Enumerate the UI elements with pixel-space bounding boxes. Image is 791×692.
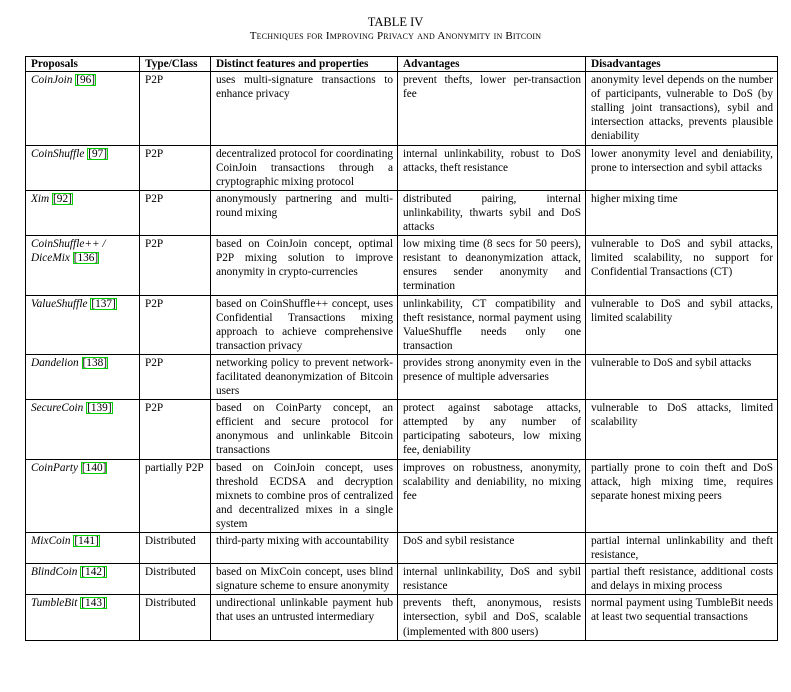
features-cell: networking policy to prevent network-facilitated deanonymization of Bitcoin users <box>211 354 398 399</box>
advantages-cell: prevent thefts, lower per-transaction fee <box>398 72 586 145</box>
header-proposals: Proposals <box>26 57 140 72</box>
table-row <box>26 564 778 595</box>
citation-link[interactable]: [137] <box>91 297 116 310</box>
proposal-cell <box>26 459 140 532</box>
table-row <box>26 459 778 532</box>
proposal-cell <box>26 190 140 235</box>
header-type-class: Type/Class <box>140 57 211 72</box>
header-features: Distinct features and properties <box>211 57 398 72</box>
proposal-name: CoinJoin <box>31 74 73 87</box>
features-cell: based on CoinShuffle++ concept, uses Confidential Transactions mixing approach to achieve comprehensive transaction privacy <box>211 295 398 354</box>
advantages-cell: unlinkability, CT compatibility and theft resistance, normal payment using ValueShuffle needs only one transaction <box>398 295 586 354</box>
disadvantages-cell: vulnerable to DoS attacks, limited scalability <box>586 400 778 459</box>
proposal-name: Xim <box>31 192 50 205</box>
proposal-cell <box>26 533 140 564</box>
proposal-cell <box>26 145 140 190</box>
proposal-name: Dandelion <box>31 356 79 369</box>
advantages-cell: low mixing time (8 secs for 50 peers), resistant to deanonymization attack, ensures sender anonymity and termination <box>398 236 586 295</box>
table-row <box>26 533 778 564</box>
type-cell: Distributed <box>140 564 211 595</box>
header-row <box>26 57 778 72</box>
table-number: TABLE IV <box>367 15 424 29</box>
proposal-name: CoinShuffle <box>31 147 85 160</box>
table-row <box>26 236 778 295</box>
disadvantages-cell: vulnerable to DoS and sybil attacks, limited scalability <box>586 295 778 354</box>
citation-link[interactable]: [92] <box>53 192 72 205</box>
citation-link[interactable]: [142] <box>81 566 106 579</box>
proposal-name: SecureCoin <box>31 402 84 415</box>
citation-link[interactable]: [140] <box>81 461 107 474</box>
type-cell: P2P <box>140 295 211 354</box>
header-advantages: Advantages <box>398 57 586 72</box>
advantages-cell: prevents theft, anonymous, resists intersection, sybil and DoS, scalable (implemented with 800 users) <box>398 595 586 640</box>
proposal-name: CoinParty <box>31 461 79 474</box>
table-row <box>26 145 778 190</box>
proposal-name: CoinShuffle++ / DiceMix <box>31 238 106 265</box>
features-cell: based on CoinJoin concept, optimal P2P mixing solution to improve anonymity in crypto-currencies <box>211 236 398 295</box>
header-disadvantages: Disadvantages <box>586 57 778 72</box>
disadvantages-cell: partially prone to coin theft and DoS attack, high mixing time, requires separate honest mixing peers <box>586 459 778 532</box>
citation-link[interactable]: [143] <box>81 597 106 610</box>
advantages-cell: DoS and sybil resistance <box>398 533 586 564</box>
proposal-cell <box>26 354 140 399</box>
citation-link[interactable]: [97] <box>88 147 108 160</box>
advantages-cell: distributed pairing, internal unlinkability, thwarts sybil and DoS attacks <box>398 190 586 235</box>
features-cell: uses multi-signature transactions to enhance privacy <box>211 72 398 145</box>
type-cell: P2P <box>140 236 211 295</box>
citation-link[interactable]: [138] <box>82 356 108 369</box>
citation-link[interactable]: [136] <box>73 252 99 265</box>
disadvantages-cell: normal payment using TumbleBit needs at least two sequential transactions <box>586 595 778 640</box>
type-cell: P2P <box>140 190 211 235</box>
table-row <box>26 295 778 354</box>
features-cell: based on CoinParty concept, an efficient and secure protocol for anonymous and unlinkable Bitcoin transactions <box>211 400 398 459</box>
table-row <box>26 595 778 640</box>
type-cell: P2P <box>140 400 211 459</box>
features-cell: third-party mixing with accountability <box>211 533 398 564</box>
proposal-cell <box>26 295 140 354</box>
disadvantages-cell: vulnerable to DoS and sybil attacks <box>586 354 778 399</box>
table-row <box>26 72 778 145</box>
proposal-name: MixCoin <box>31 535 71 547</box>
citation-link[interactable]: [139] <box>87 402 112 415</box>
disadvantages-cell: partial theft resistance, additional costs and delays in mixing process <box>586 564 778 595</box>
advantages-cell: protect against sabotage attacks, attempted by any number of participating saboteurs, low mixing fee, deniability <box>398 400 586 459</box>
type-cell: partially P2P <box>140 459 211 532</box>
proposal-cell <box>26 595 140 640</box>
citation-link[interactable]: [141] <box>74 535 99 547</box>
proposal-cell <box>26 72 140 145</box>
proposal-name: TumbleBit <box>31 597 78 610</box>
citation-link[interactable]: [96] <box>76 74 96 87</box>
proposal-name: BlindCoin <box>31 566 78 579</box>
proposal-cell <box>26 236 140 295</box>
type-cell: Distributed <box>140 533 211 564</box>
features-cell: based on MixCoin concept, uses blind signature scheme to ensure anonymity <box>211 564 398 595</box>
disadvantages-cell: vulnerable to DoS and sybil attacks, limited scalability, no support for Confidential Transactions (CT) <box>586 236 778 295</box>
advantages-cell: provides strong anonymity even in the presence of multiple adversaries <box>398 354 586 399</box>
proposal-name: ValueShuffle <box>31 297 88 310</box>
features-cell: anonymously partnering and multi-round mixing <box>211 190 398 235</box>
disadvantages-cell: anonymity level depends on the number of participants, vulnerable to DoS (by stalling joint transactions), sybil and intersection attacks, prevents plausible deniability <box>586 72 778 145</box>
features-cell: based on CoinJoin concept, uses threshold ECDSA and decryption mixnets to combine pros of centralized and decentralized mixes in a single system <box>211 459 398 532</box>
advantages-cell: internal unlinkability, DoS and sybil resistance <box>398 564 586 595</box>
disadvantages-cell: higher mixing time <box>586 190 778 235</box>
type-cell: P2P <box>140 72 211 145</box>
features-cell: decentralized protocol for coordinating CoinJoin transactions through a cryptographic mixing protocol <box>211 145 398 190</box>
disadvantages-cell: lower anonymity level and deniability, prone to intersection and sybil attacks <box>586 145 778 190</box>
proposal-cell <box>26 400 140 459</box>
privacy-techniques-table <box>25 56 778 641</box>
disadvantages-cell: partial internal unlinkability and theft resistance, <box>586 533 778 564</box>
table-row <box>26 190 778 235</box>
table-caption: Techniques for Improving Privacy and Anonymity in Bitcoin <box>249 30 542 42</box>
features-cell: undirectional unlinkable payment hub that uses an untrusted intermediary <box>211 595 398 640</box>
type-cell: P2P <box>140 145 211 190</box>
advantages-cell: improves on robustness, anonymity, scalability and deniability, no mixing fee <box>398 459 586 532</box>
proposal-cell <box>26 564 140 595</box>
table-row <box>26 400 778 459</box>
type-cell: Distributed <box>140 595 211 640</box>
type-cell: P2P <box>140 354 211 399</box>
advantages-cell: internal unlinkability, robust to DoS attacks, theft resistance <box>398 145 586 190</box>
table-row <box>26 354 778 399</box>
